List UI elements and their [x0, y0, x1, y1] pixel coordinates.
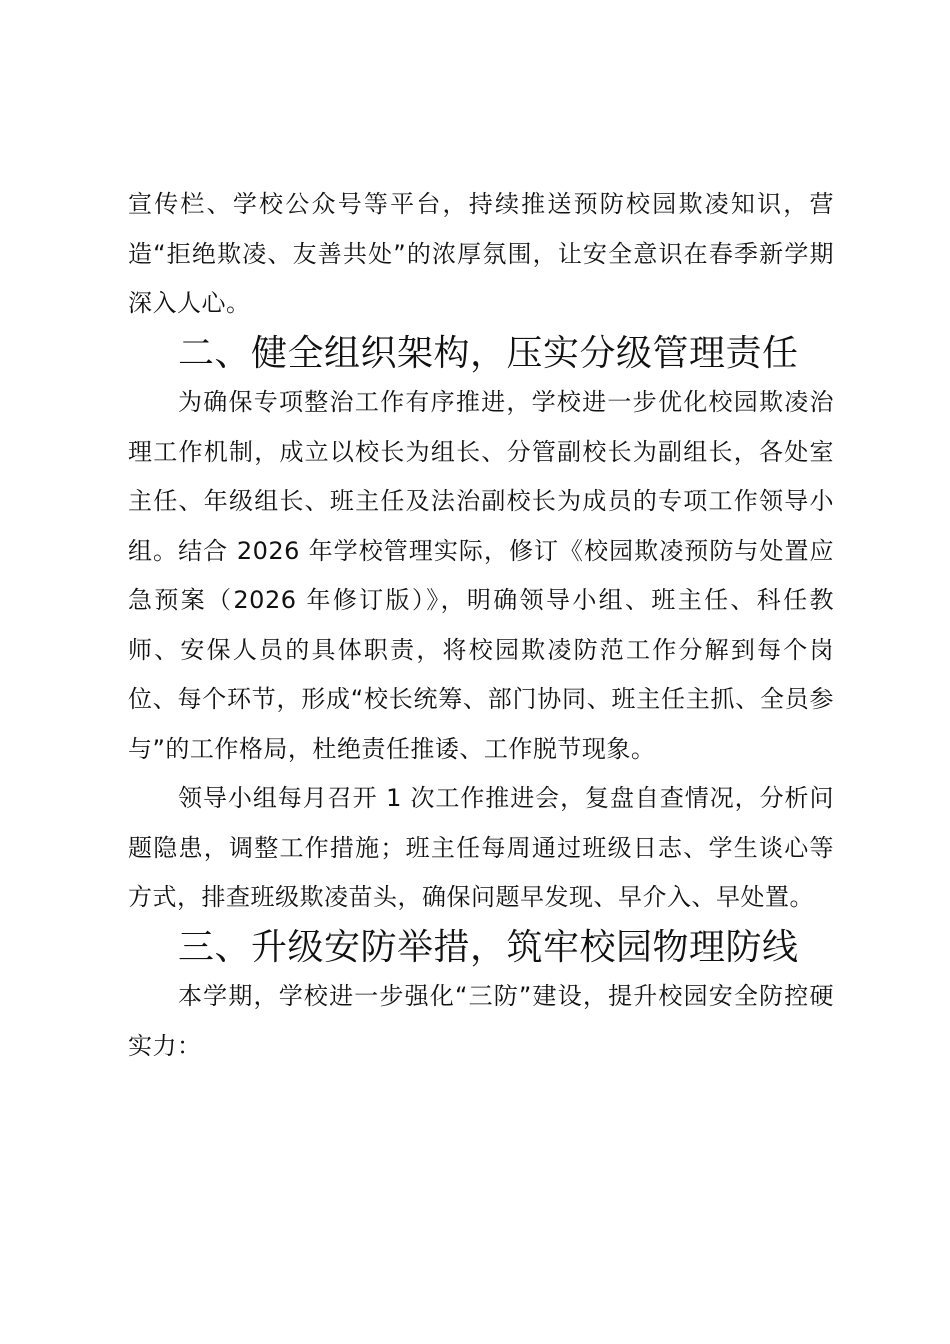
document-body	[128, 180, 834, 1071]
section-heading-2: 二、健全组织架构，压实分级管理责任	[178, 332, 799, 374]
paragraph-organization: 为确保专项整治工作有序推进，学校进一步优化校园欺凌治理工作机制，成立以校长为组长、分管副校长为副组长，各处室主任、年级组长、班主任及法治副校长为成员的专项工作领导小组。结合 2026 年学校管理实际，修订《校园欺凌预防与处置应急预案（2026 年修订版）》，明确领导小组、班主任、科任教师、安保人员的具体职责，将校园欺凌防范工作分解到每个岗位、每个环节，形成“校长统筹、部门协同、班主任主抓、全员参与”的工作格局，杜绝责任推诿、工作脱节现象。	[128, 388, 834, 763]
section-heading-3: 三、升级安防举措，筑牢校园物理防线	[178, 926, 799, 968]
paragraph-continued: 宣传栏、学校公众号等平台，持续推送预防校园欺凌知识，营造“拒绝欺凌、友善共处”的浓厚氛围，让安全意识在春季新学期深入人心。	[128, 190, 834, 317]
paragraph-security: 本学期，学校进一步强化“三防”建设，提升校园安全防控硬实力：	[128, 982, 834, 1060]
paragraph-meetings: 领导小组每月召开 1 次工作推进会，复盘自查情况，分析问题隐患，调整工作措施；班主任每周通过班级日志、学生谈心等方式，排查班级欺凌苗头，确保问题早发现、早介入、早处置。	[128, 784, 834, 911]
